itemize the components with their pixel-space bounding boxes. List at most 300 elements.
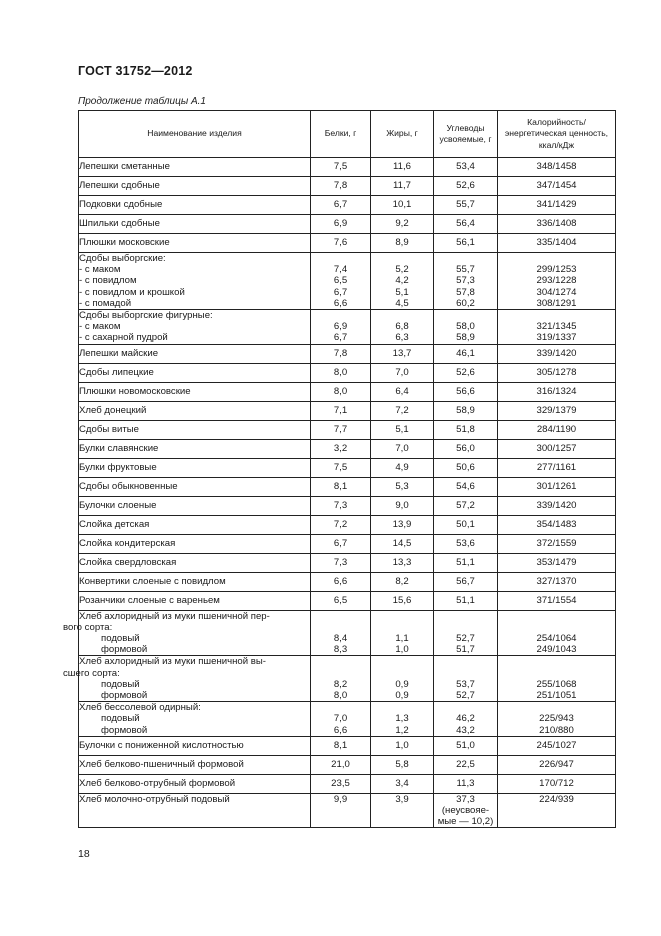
- product-name-cell: [79, 572, 311, 591]
- fat-cell: [371, 755, 434, 774]
- carbs-cell: [434, 310, 498, 345]
- protein-cell: [311, 344, 371, 363]
- table-row: [79, 591, 616, 610]
- product-name: Булочки слоеные: [79, 499, 157, 511]
- carbs-value: 37,3: [456, 793, 475, 805]
- energy-value: 301/1261: [536, 480, 577, 492]
- protein-value: 6,5: [333, 275, 348, 287]
- protein-value: 8,0: [333, 385, 348, 397]
- column-header-energy: Калорийность/ энергетическая ценность, ккал/кДж: [498, 111, 616, 158]
- energy-value: 300/1257: [536, 442, 577, 454]
- fat-value: 4,2: [395, 275, 409, 287]
- energy-value: 255/1068: [536, 678, 577, 690]
- table-row: [79, 439, 616, 458]
- product-name-cell: [79, 382, 311, 401]
- fat-value: 6,3: [395, 332, 409, 344]
- fat-cell: [371, 382, 434, 401]
- fat-value: 1,0: [395, 644, 409, 656]
- protein-value: 7,2: [333, 518, 348, 530]
- protein-cell: [311, 553, 371, 572]
- carbs-value: [434, 253, 497, 264]
- protein-cell: [311, 253, 371, 310]
- carbs-value: 56,4: [456, 218, 475, 229]
- energy-cell: [498, 496, 616, 515]
- product-name-cell: [79, 234, 311, 253]
- product-variant-name: подовый: [101, 678, 140, 690]
- energy-value: [498, 310, 615, 321]
- fat-cell: [371, 253, 434, 310]
- carbs-value: 52,6: [456, 180, 475, 191]
- carbs-value: 46,2: [456, 713, 475, 725]
- energy-cell: [498, 215, 616, 234]
- product-name-cell: [79, 253, 311, 310]
- energy-value: 329/1379: [536, 404, 577, 416]
- carbs-cell: [434, 736, 498, 755]
- fat-cell: [371, 591, 434, 610]
- carbs-value: 56,6: [456, 385, 475, 397]
- fat-value: 13,9: [392, 518, 412, 530]
- fat-cell: [371, 215, 434, 234]
- protein-cell: [311, 702, 371, 737]
- product-name: Хлеб бессолевой одирный:: [79, 702, 201, 714]
- carbs-cell: [434, 553, 498, 572]
- carbs-value: 56,7: [456, 575, 475, 587]
- table-row: [79, 610, 616, 656]
- table-row: [79, 515, 616, 534]
- carbs-value: 53,7: [456, 678, 475, 690]
- carbs-value: 58,9: [456, 332, 475, 344]
- energy-value: 347/1454: [536, 180, 577, 191]
- table-row: [79, 656, 616, 702]
- energy-value: 304/1274: [536, 286, 577, 298]
- product-name: Хлеб белково-отрубный формовой: [79, 777, 236, 789]
- carbs-value: 56,1: [456, 237, 475, 248]
- product-name-cell: [79, 774, 311, 793]
- product-name-cell: [79, 458, 311, 477]
- fat-value: 7,0: [395, 442, 409, 454]
- carbs-cell: [434, 458, 498, 477]
- product-name: Шпильки сдобные: [79, 218, 160, 229]
- table-header-row: [79, 111, 616, 158]
- carbs-value: 46,1: [456, 347, 475, 359]
- carbs-cell: [434, 477, 498, 496]
- table-row: [79, 215, 616, 234]
- product-variant-name: - с повидлом: [79, 275, 137, 287]
- product-name: Хлеб молочно-отрубный подовый: [79, 793, 230, 805]
- table-row: [79, 158, 616, 177]
- protein-cell: [311, 234, 371, 253]
- product-variant-name: - с маком: [79, 321, 121, 333]
- fat-value: 7,0: [395, 366, 409, 378]
- protein-value: [311, 253, 370, 264]
- product-variant-name: - с повидлом и крошкой: [79, 286, 185, 298]
- carbs-value: 60,2: [456, 297, 475, 309]
- energy-cell: [498, 534, 616, 553]
- protein-cell: [311, 420, 371, 439]
- energy-value: 371/1554: [536, 594, 577, 606]
- protein-cell: [311, 572, 371, 591]
- carbs-value: 50,6: [456, 461, 475, 473]
- product-name-cell: [63, 656, 311, 702]
- table-row: [79, 572, 616, 591]
- energy-cell: [498, 458, 616, 477]
- carbs-cell: [434, 401, 498, 420]
- carbs-value: 51,1: [456, 556, 475, 568]
- carbs-value: 58,0: [456, 321, 475, 333]
- product-name-cell: [79, 477, 311, 496]
- table-row: [79, 793, 616, 828]
- product-variant-name: - с маком: [79, 264, 121, 276]
- protein-value: 7,5: [333, 161, 348, 172]
- product-name: Булочки с пониженной кислотностью: [79, 739, 244, 751]
- fat-value: 1,3: [395, 713, 409, 725]
- product-variant-name: сшего сорта:: [63, 667, 120, 679]
- table-row: [79, 736, 616, 755]
- energy-cell: [498, 382, 616, 401]
- nutrition-table: [63, 110, 616, 828]
- product-name-cell: [79, 534, 311, 553]
- protein-cell: [311, 458, 371, 477]
- fat-cell: [371, 310, 434, 345]
- fat-value: 11,7: [393, 180, 411, 191]
- carbs-value: 52,6: [456, 366, 475, 378]
- energy-value: 354/1483: [536, 518, 577, 530]
- protein-value: 7,6: [333, 237, 348, 248]
- fat-cell: [371, 177, 434, 196]
- product-name-cell: [79, 515, 311, 534]
- product-name-cell: [79, 177, 311, 196]
- product-name: Лепешки сметанные: [79, 161, 170, 172]
- column-header-carbs: Углеводы усвояемые, г: [434, 111, 498, 158]
- fat-cell: [371, 515, 434, 534]
- energy-value: 335/1404: [536, 237, 577, 248]
- protein-value: 6,7: [333, 537, 348, 549]
- energy-value: 225/943: [539, 713, 574, 725]
- protein-value: 9,9: [333, 793, 348, 805]
- energy-value: 210/880: [539, 724, 574, 736]
- protein-value: [311, 622, 370, 633]
- fat-value: 8,9: [395, 237, 409, 248]
- fat-value: 7,2: [395, 404, 409, 416]
- protein-cell: [311, 610, 371, 656]
- product-name: Розанчики слоеные с вареньем: [79, 594, 220, 606]
- carbs-value: 58,9: [456, 404, 475, 416]
- energy-value: 277/1161: [536, 461, 577, 473]
- fat-value: [371, 668, 433, 679]
- carbs-value: 55,7: [456, 264, 475, 276]
- fat-value: 14,5: [392, 537, 412, 549]
- protein-value: [311, 611, 370, 622]
- product-name-cell: [79, 702, 311, 737]
- carbs-cell: [434, 610, 498, 656]
- product-name-cell: [79, 215, 311, 234]
- energy-value: 348/1458: [536, 161, 577, 172]
- carbs-cell: [434, 656, 498, 702]
- energy-cell: [498, 793, 616, 828]
- product-name-cell: [79, 736, 311, 755]
- document-standard-title: ГОСТ 31752—2012: [78, 64, 193, 78]
- fat-cell: [371, 702, 434, 737]
- energy-value: [498, 656, 615, 667]
- carbs-cell: [434, 158, 498, 177]
- carbs-cell: [434, 253, 498, 310]
- product-variant-name: формовой: [101, 724, 148, 736]
- fat-cell: [371, 401, 434, 420]
- fat-value: 5,1: [395, 423, 409, 435]
- carbs-value: [434, 668, 497, 679]
- energy-cell: [498, 477, 616, 496]
- protein-value: [311, 702, 370, 713]
- carbs-value: 57,8: [456, 286, 475, 298]
- carbs-value: 56,0: [456, 442, 475, 454]
- protein-cell: [311, 401, 371, 420]
- protein-value: [311, 656, 370, 667]
- protein-cell: [311, 310, 371, 345]
- product-name-cell: [79, 591, 311, 610]
- table-row: [79, 253, 616, 310]
- product-name-cell: [79, 793, 311, 828]
- carbs-value: [434, 702, 497, 713]
- product-name-cell: [63, 610, 311, 656]
- carbs-cell: [434, 702, 498, 737]
- product-name: Конвертики слоеные с повидлом: [79, 575, 226, 587]
- energy-value: 251/1051: [536, 690, 577, 702]
- protein-cell: [311, 591, 371, 610]
- fat-cell: [371, 553, 434, 572]
- protein-value: 6,6: [333, 297, 348, 309]
- product-variant-name: подовый: [101, 633, 140, 645]
- energy-value: [498, 668, 615, 679]
- product-variant-name: формовой: [101, 644, 148, 656]
- carbs-value: [434, 622, 497, 633]
- carbs-value: 53,4: [456, 161, 475, 172]
- product-name: Лепешки майские: [79, 347, 159, 359]
- energy-cell: [498, 253, 616, 310]
- fat-cell: [371, 458, 434, 477]
- energy-cell: [498, 177, 616, 196]
- product-name: Подковки сдобные: [79, 199, 163, 210]
- carbs-cell: [434, 439, 498, 458]
- product-variant-name: формовой: [101, 690, 148, 702]
- fat-value: 4,5: [395, 297, 409, 309]
- energy-value: 305/1278: [536, 366, 577, 378]
- fat-value: 5,2: [395, 264, 409, 276]
- fat-value: 11,6: [393, 161, 411, 172]
- table-row: [79, 420, 616, 439]
- column-header-name: Наименование изделия: [79, 111, 311, 158]
- energy-value: 308/1291: [536, 297, 577, 309]
- protein-cell: [311, 439, 371, 458]
- energy-value: 249/1043: [536, 644, 577, 656]
- product-name-cell: [79, 420, 311, 439]
- fat-value: [371, 611, 433, 622]
- product-name: Хлеб донецкий: [79, 404, 147, 416]
- energy-value: [498, 702, 615, 713]
- fat-value: 10,1: [392, 199, 412, 210]
- protein-value: 23,5: [331, 777, 350, 789]
- protein-value: 7,8: [333, 180, 348, 191]
- carbs-cell: [434, 363, 498, 382]
- energy-cell: [498, 310, 616, 345]
- fat-value: 13,7: [392, 347, 412, 359]
- fat-cell: [371, 496, 434, 515]
- carbs-value: (неусвояе-: [441, 805, 490, 817]
- protein-value: 3,2: [333, 442, 348, 454]
- protein-cell: [311, 496, 371, 515]
- energy-value: 319/1337: [536, 332, 577, 344]
- energy-value: 316/1324: [536, 385, 577, 397]
- energy-cell: [498, 656, 616, 702]
- energy-cell: [498, 610, 616, 656]
- product-name: Слойка детская: [79, 518, 150, 530]
- energy-cell: [498, 572, 616, 591]
- carbs-cell: [434, 496, 498, 515]
- table-caption: Продолжение таблицы А.1: [78, 96, 206, 107]
- fat-cell: [371, 344, 434, 363]
- fat-value: 1,1: [395, 633, 409, 644]
- energy-value: 170/712: [539, 777, 574, 789]
- fat-value: 3,9: [395, 793, 409, 805]
- product-name-cell: [79, 310, 311, 345]
- table-row: [79, 477, 616, 496]
- table-row: [79, 496, 616, 515]
- protein-value: 8,1: [333, 739, 348, 751]
- fat-cell: [371, 477, 434, 496]
- fat-value: 6,4: [395, 385, 409, 397]
- product-variant-name: вого сорта:: [63, 621, 113, 633]
- table-row: [79, 534, 616, 553]
- protein-cell: [311, 215, 371, 234]
- fat-value: [371, 253, 433, 264]
- protein-value: 6,9: [333, 218, 348, 229]
- protein-value: 8,0: [333, 366, 348, 378]
- table-body: [63, 158, 616, 828]
- carbs-value: [434, 656, 497, 667]
- protein-value: [311, 310, 370, 321]
- fat-cell: [371, 234, 434, 253]
- energy-cell: [498, 774, 616, 793]
- protein-value: 7,1: [333, 404, 348, 416]
- protein-value: [311, 668, 370, 679]
- energy-value: 339/1420: [536, 499, 577, 511]
- energy-value: [498, 253, 615, 264]
- protein-cell: [311, 477, 371, 496]
- carbs-value: 11,3: [456, 777, 475, 789]
- carbs-cell: [434, 344, 498, 363]
- table-row: [79, 401, 616, 420]
- product-name-cell: [79, 496, 311, 515]
- fat-value: [371, 656, 433, 667]
- protein-cell: [311, 793, 371, 828]
- carbs-cell: [434, 591, 498, 610]
- fat-value: 15,6: [392, 594, 412, 606]
- carbs-value: 54,6: [456, 480, 475, 492]
- fat-value: 9,2: [395, 218, 409, 229]
- table-row: [79, 774, 616, 793]
- carbs-value: мые — 10,2): [437, 816, 494, 828]
- energy-cell: [498, 344, 616, 363]
- carbs-cell: [434, 774, 498, 793]
- protein-value: 21,0: [331, 758, 350, 770]
- carbs-cell: [434, 515, 498, 534]
- fat-value: 0,9: [395, 690, 409, 702]
- energy-value: 293/1228: [536, 275, 577, 287]
- protein-cell: [311, 656, 371, 702]
- fat-value: 9,0: [395, 499, 409, 511]
- product-variant-name: - с сахарной пудрой: [79, 332, 168, 344]
- fat-value: 1,0: [395, 739, 409, 751]
- energy-cell: [498, 401, 616, 420]
- product-name: Лепешки сдобные: [79, 180, 160, 191]
- fat-value: 1,2: [395, 724, 409, 736]
- energy-value: 327/1370: [536, 575, 577, 587]
- fat-cell: [371, 363, 434, 382]
- carbs-value: 55,7: [456, 199, 475, 210]
- fat-value: [371, 702, 433, 713]
- protein-cell: [311, 736, 371, 755]
- energy-value: 284/1190: [536, 423, 577, 435]
- energy-value: 336/1408: [536, 218, 577, 229]
- table-row: [79, 310, 616, 345]
- page-number: 18: [78, 848, 90, 860]
- product-name: Булки славянские: [79, 442, 159, 454]
- product-name-cell: [79, 344, 311, 363]
- energy-value: 254/1064: [536, 633, 577, 644]
- protein-cell: [311, 774, 371, 793]
- protein-value: 7,3: [333, 556, 348, 568]
- fat-value: 5,3: [395, 480, 409, 492]
- carbs-value: 51,0: [456, 739, 475, 751]
- table-row: [79, 344, 616, 363]
- fat-value: 6,8: [395, 321, 409, 333]
- fat-cell: [371, 736, 434, 755]
- protein-cell: [311, 382, 371, 401]
- fat-cell: [371, 572, 434, 591]
- protein-value: 8,3: [333, 644, 348, 656]
- energy-cell: [498, 755, 616, 774]
- protein-value: 8,4: [333, 633, 348, 644]
- carbs-cell: [434, 755, 498, 774]
- fat-cell: [371, 610, 434, 656]
- protein-cell: [311, 534, 371, 553]
- table-row: [79, 755, 616, 774]
- carbs-value: 43,2: [456, 724, 475, 736]
- carbs-cell: [434, 420, 498, 439]
- product-name: Слойка кондитерская: [79, 537, 176, 549]
- carbs-cell: [434, 196, 498, 215]
- fat-value: [371, 622, 433, 633]
- energy-cell: [498, 420, 616, 439]
- product-variant-name: - с помадой: [79, 297, 132, 309]
- fat-cell: [371, 774, 434, 793]
- carbs-value: 52,7: [456, 633, 475, 644]
- table-row: [79, 458, 616, 477]
- energy-value: 353/1479: [536, 556, 577, 568]
- protein-cell: [311, 755, 371, 774]
- carbs-value: 50,1: [456, 518, 475, 530]
- protein-value: 6,9: [333, 321, 348, 333]
- energy-value: 224/939: [539, 793, 574, 805]
- fat-cell: [371, 534, 434, 553]
- protein-value: 6,6: [333, 724, 348, 736]
- protein-value: 8,2: [333, 678, 348, 690]
- energy-cell: [498, 363, 616, 382]
- carbs-value: 52,7: [456, 690, 475, 702]
- carbs-cell: [434, 215, 498, 234]
- fat-cell: [371, 439, 434, 458]
- product-name: Хлеб ахлоридный из муки пшеничной вы-: [79, 656, 266, 668]
- carbs-cell: [434, 234, 498, 253]
